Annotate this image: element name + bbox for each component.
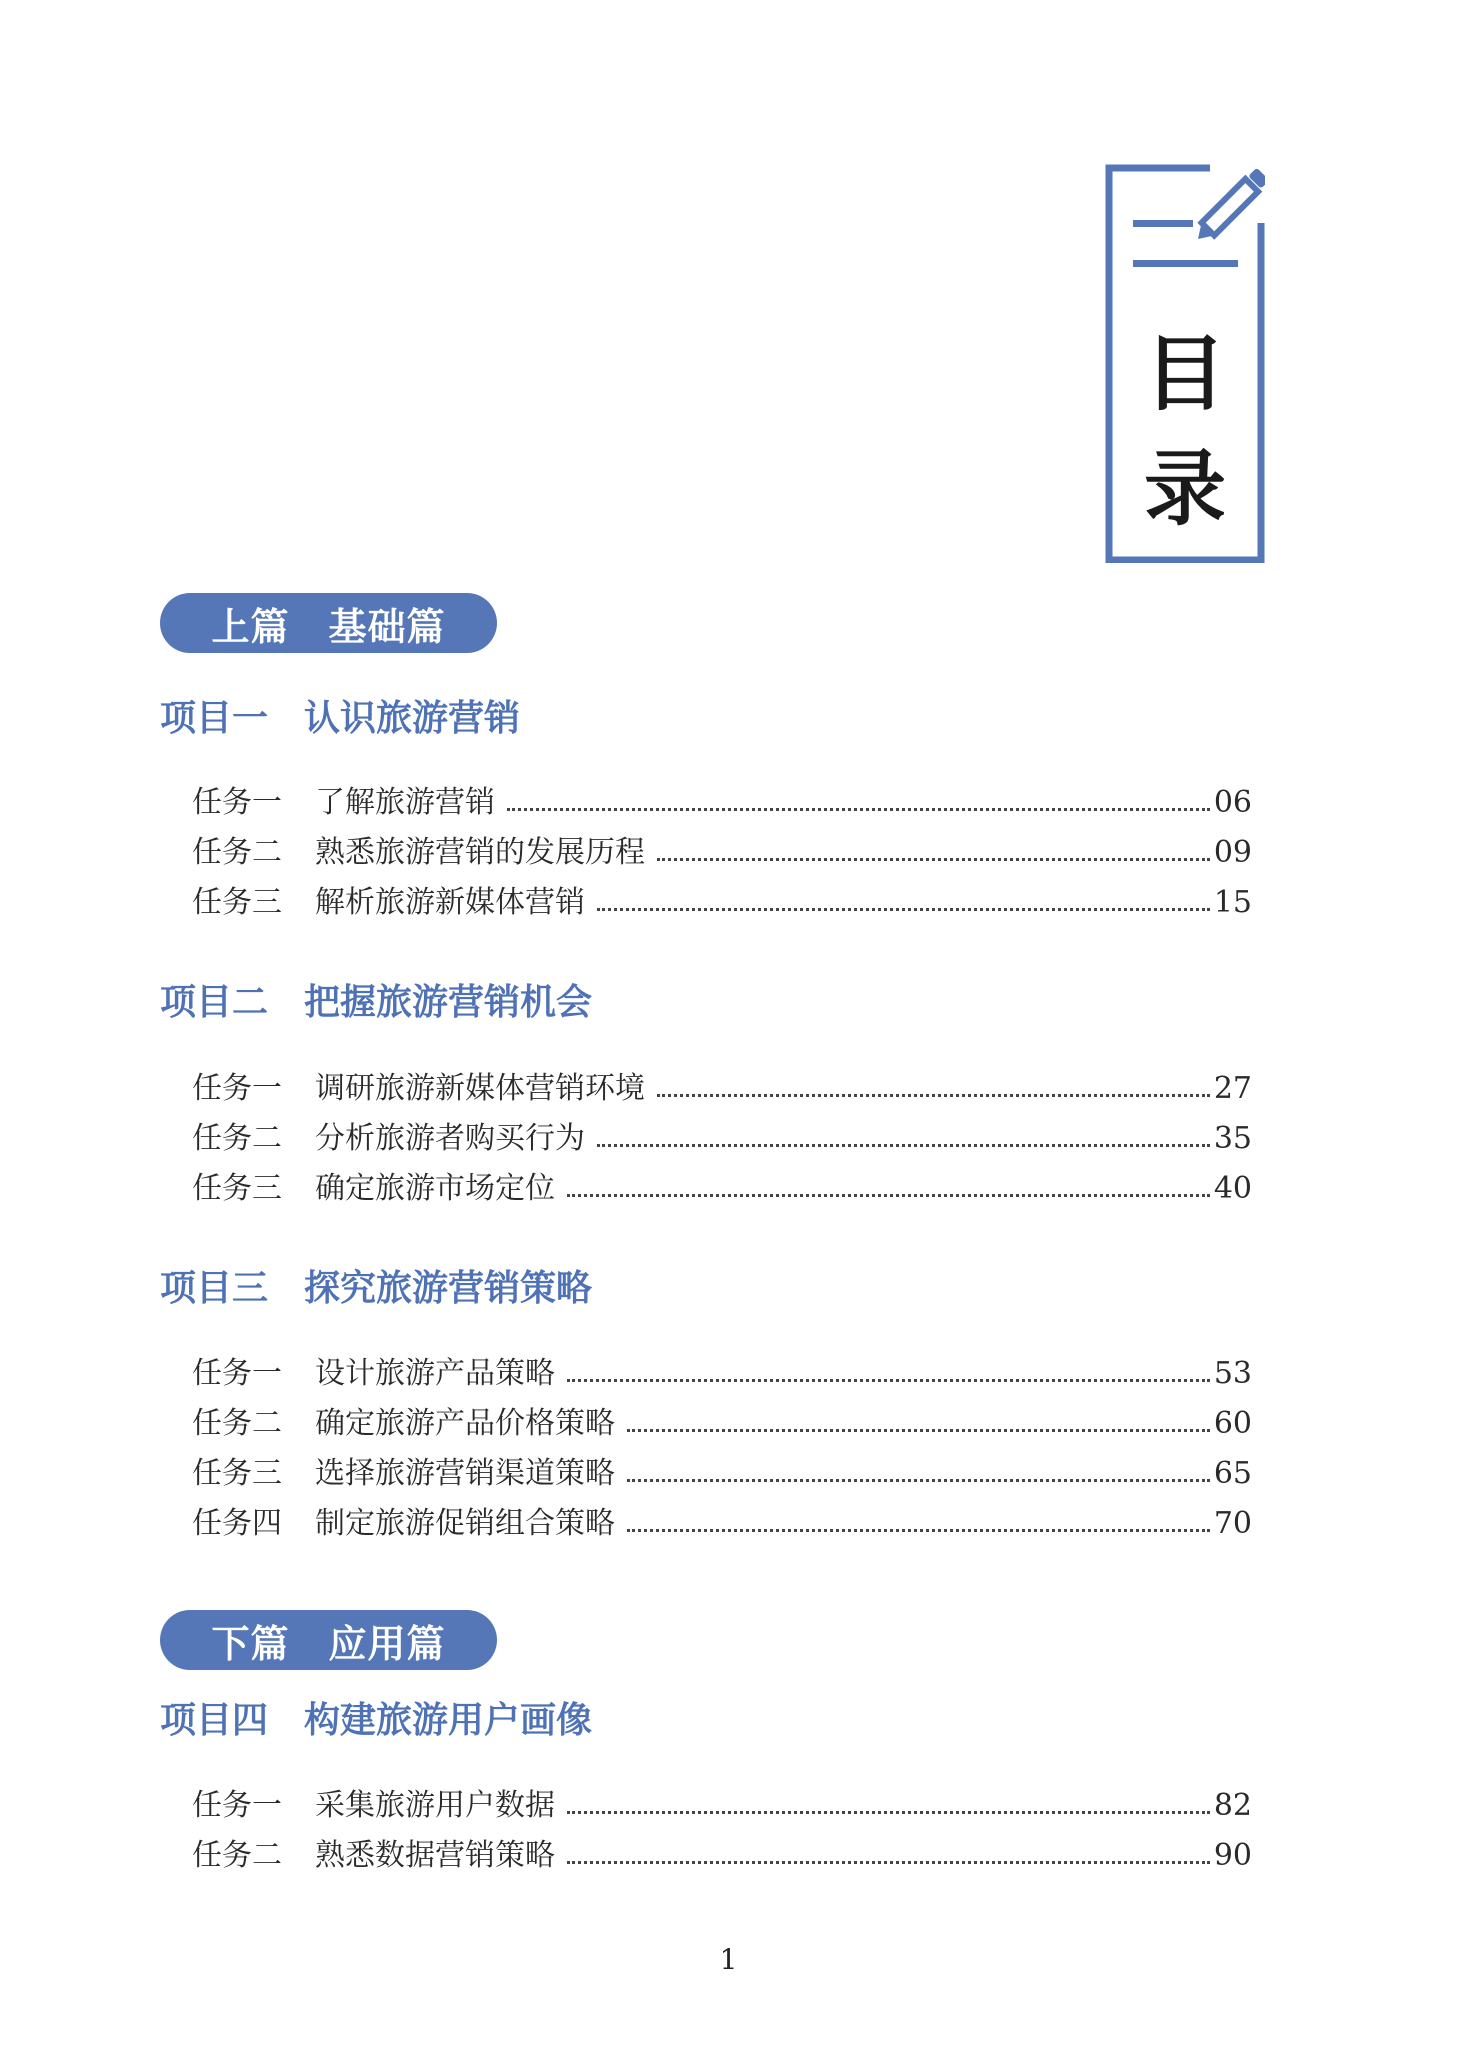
dot-leader xyxy=(657,858,1210,861)
toc-entry[interactable] xyxy=(192,1495,1252,1539)
task-page: 82 xyxy=(1213,1788,1252,1823)
task-number: 任务三 xyxy=(192,885,282,920)
task-page: 35 xyxy=(1213,1121,1252,1156)
dot-leader xyxy=(567,1194,1210,1197)
task-name: 采集旅游用户数据 xyxy=(315,1788,555,1823)
task-page: 70 xyxy=(1213,1506,1252,1541)
dot-leader xyxy=(567,1811,1210,1814)
task-number: 任务一 xyxy=(192,785,282,820)
dot-leader xyxy=(627,1529,1210,1532)
dot-leader xyxy=(657,1094,1210,1097)
toc-header xyxy=(1105,163,1265,563)
task-name: 调研旅游新媒体营销环境 xyxy=(315,1071,645,1106)
task-number: 任务四 xyxy=(192,1506,282,1541)
pencil-icon xyxy=(1192,168,1265,246)
task-name: 分析旅游者购买行为 xyxy=(315,1121,585,1156)
dot-leader xyxy=(507,808,1210,811)
task-name: 了解旅游营销 xyxy=(315,785,495,820)
task-number: 任务三 xyxy=(192,1171,282,1206)
part-pill-lower: 下篇 应用篇 xyxy=(160,1610,497,1670)
task-number: 任务一 xyxy=(192,1356,282,1391)
toc-entry[interactable] xyxy=(192,1160,1252,1204)
toc-entry[interactable] xyxy=(192,1827,1252,1871)
task-name: 确定旅游产品价格策略 xyxy=(315,1406,615,1441)
toc-entry[interactable] xyxy=(192,774,1252,818)
toc-entry[interactable] xyxy=(192,824,1252,868)
project-title-1: 项目一 认识旅游营销 xyxy=(160,697,521,739)
dot-leader xyxy=(567,1379,1210,1382)
toc-entry[interactable] xyxy=(192,1395,1252,1439)
project-title-3: 项目三 探究旅游营销策略 xyxy=(160,1267,593,1309)
task-name: 确定旅游市场定位 xyxy=(315,1171,555,1206)
task-number: 任务一 xyxy=(192,1788,282,1823)
task-name: 熟悉旅游营销的发展历程 xyxy=(315,835,645,870)
task-name: 熟悉数据营销策略 xyxy=(315,1838,555,1873)
task-number: 任务一 xyxy=(192,1071,282,1106)
task-number: 任务二 xyxy=(192,1121,282,1156)
task-number: 任务三 xyxy=(192,1456,282,1491)
task-page: 06 xyxy=(1213,785,1252,820)
task-name: 设计旅游产品策略 xyxy=(315,1356,555,1391)
task-number: 任务二 xyxy=(192,1838,282,1873)
dot-leader xyxy=(627,1479,1210,1482)
task-page: 90 xyxy=(1213,1838,1252,1873)
task-page: 15 xyxy=(1213,885,1252,920)
task-page: 09 xyxy=(1213,835,1252,870)
toc-entry[interactable] xyxy=(192,1777,1252,1821)
toc-title-char-2: 录 xyxy=(1143,441,1226,537)
task-name: 选择旅游营销渠道策略 xyxy=(315,1456,615,1491)
dot-leader xyxy=(597,1144,1210,1147)
toc-entry[interactable] xyxy=(192,1060,1252,1104)
part-pill-upper: 上篇 基础篇 xyxy=(160,593,497,653)
task-page: 40 xyxy=(1213,1171,1252,1206)
toc-entry[interactable] xyxy=(192,874,1252,918)
toc-title-char-1: 目 xyxy=(1143,326,1226,422)
task-page: 53 xyxy=(1213,1356,1252,1391)
page-number: 1 xyxy=(719,1943,738,1976)
task-number: 任务二 xyxy=(192,1406,282,1441)
task-name: 解析旅游新媒体营销 xyxy=(315,885,585,920)
project-title-4: 项目四 构建旅游用户画像 xyxy=(160,1699,593,1741)
toc-entry[interactable] xyxy=(192,1110,1252,1154)
project-title-2: 项目二 把握旅游营销机会 xyxy=(160,981,593,1023)
task-page: 27 xyxy=(1213,1071,1252,1106)
dot-leader xyxy=(597,908,1210,911)
toc-entry[interactable] xyxy=(192,1445,1252,1489)
task-page: 60 xyxy=(1213,1406,1252,1441)
task-number: 任务二 xyxy=(192,835,282,870)
dot-leader xyxy=(627,1429,1210,1432)
task-page: 65 xyxy=(1213,1456,1252,1491)
task-name: 制定旅游促销组合策略 xyxy=(315,1506,615,1541)
toc-entry[interactable] xyxy=(192,1345,1252,1389)
dot-leader xyxy=(567,1861,1210,1864)
